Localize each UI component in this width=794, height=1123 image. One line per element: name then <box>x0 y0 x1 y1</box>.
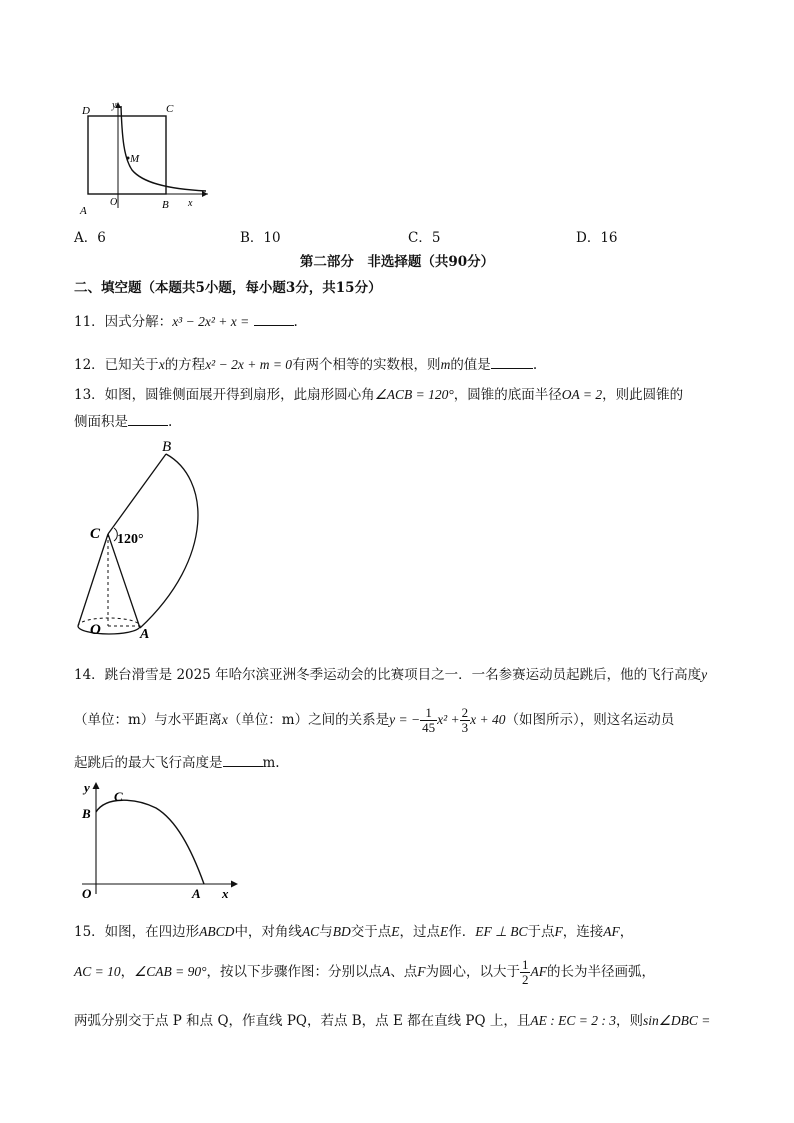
q14-frac1-den: 45 <box>422 720 436 735</box>
q15-t10: ， <box>120 964 135 980</box>
q13-line2 <box>74 410 172 430</box>
q12-var-x: x <box>158 357 165 372</box>
q15-line3 <box>74 1009 710 1029</box>
q15-t2: 中，对角线 <box>234 924 302 940</box>
q14-label-y: y <box>84 780 90 795</box>
q12 <box>74 353 537 373</box>
square-abcd <box>88 116 166 194</box>
q14-label-b: B <box>82 806 91 821</box>
q12-prefix: 12．已知关于 <box>74 357 159 373</box>
q14-eq-mid2: x + 40 <box>470 712 506 727</box>
q15-t16: ，则 <box>615 1013 643 1029</box>
q15-t13: 为圆心，以大于 <box>425 964 520 980</box>
q15-f: F <box>554 924 563 939</box>
label-a: A <box>80 205 87 217</box>
q15-t15: 两弧分别交于点 P 和点 Q，作直线 PQ，若点 B，点 E 都在直线 PQ 上，且 <box>74 1013 531 1029</box>
q15-t4: 交于点 <box>350 924 392 940</box>
q13-text-b: ，圆锥的底面半径 <box>453 387 562 403</box>
q14-text-c: （如图所示），则这名运动员 <box>505 712 675 728</box>
q15-ac10: AC = 10 <box>74 964 121 979</box>
q15-e2: E <box>439 924 449 939</box>
q14-frac2-den: 3 <box>461 720 469 735</box>
q15-line2 <box>74 952 655 992</box>
q12-equation: x² − 2x + m = 0 <box>205 357 293 372</box>
q12-suffix: . <box>532 357 538 373</box>
q14-frac2-num: 2 <box>461 705 469 720</box>
parabola-curve <box>96 800 204 884</box>
q14-eq-left: y = − <box>389 712 421 727</box>
section2-heading: 二、填空题（本题共5小题，每小题3分，共15分） <box>74 280 382 296</box>
q15-ratio: AE : EC = 2 : 3 <box>530 1013 616 1028</box>
q11-prefix: 11．因式分解： <box>74 314 173 330</box>
q13-label-a: A <box>140 627 150 642</box>
q15-af2: AF <box>530 964 547 979</box>
q15-t5: ，过点 <box>399 924 440 940</box>
q14-label-o: O <box>82 886 92 900</box>
q15-t6: 作． <box>448 924 476 940</box>
q15-t8: ，连接 <box>562 924 604 940</box>
q12-mid1: 的方程 <box>164 357 206 373</box>
q14-frac1-num: 1 <box>420 706 437 721</box>
q12-mid2: 有两个相等的实数根，则 <box>292 357 441 373</box>
q14-var-x: x <box>221 712 228 727</box>
q14-eq-mid1: x² + <box>437 712 460 727</box>
q15-t3: 与 <box>319 924 333 940</box>
q15-e: E <box>391 924 400 939</box>
q11-suffix: . <box>293 314 298 330</box>
q10-option-b: B．10 <box>240 230 281 246</box>
q11 <box>74 310 298 330</box>
q14-unit: m. <box>262 755 280 771</box>
q14-var-y: y <box>701 667 708 682</box>
q13-label-o: O <box>90 622 101 638</box>
q14-label-x: x <box>222 886 229 900</box>
q15-t9: ， <box>619 924 634 940</box>
q13-angle: ∠ACB = 120° <box>374 387 454 402</box>
q14-answer-blank <box>223 754 263 767</box>
label-m: M <box>130 153 140 165</box>
q15-ac: AC <box>301 924 320 939</box>
sector-line-cb <box>108 454 166 534</box>
q13-label-b: B <box>162 439 172 455</box>
q13-angle-label: 120° <box>117 532 144 547</box>
q15-t7: 于点 <box>527 924 555 940</box>
q15-t14: 的长为半径画弧， <box>546 964 655 980</box>
label-y: y <box>112 100 117 111</box>
q14-text-b: （单位：m）之间的关系是 <box>227 712 390 728</box>
q11-answer-blank <box>254 313 294 326</box>
q15-pt-a: A <box>381 964 391 979</box>
q14-figure <box>76 778 246 900</box>
q10-figure <box>70 98 220 220</box>
cone-left-edge <box>78 534 108 626</box>
q14-line1-text: 14．跳台滑雪是 2025 年哈尔滨亚洲冬季运动会的比赛项目之一．一名参赛运动员起跳后，他的飞行高度 <box>74 667 702 683</box>
q15-sin: sin∠DBC = <box>642 1013 711 1028</box>
hyperbola-curve <box>121 106 206 191</box>
q13-figure <box>70 438 230 648</box>
q15-line1 <box>74 920 633 940</box>
q15-half-num: 1 <box>521 957 529 972</box>
q10-option-c: C．5 <box>408 230 441 246</box>
q13-line2-text: 侧面积是 <box>74 414 128 430</box>
q13-suffix: . <box>168 414 173 430</box>
q12-mid3: 的值是 <box>450 357 491 373</box>
q15-perp: EF ⊥ BC <box>475 924 528 939</box>
q15-t1: 15．如图，在四边形 <box>74 924 200 940</box>
q14-text-line3: 起跳后的最大飞行高度是 <box>74 755 223 771</box>
q15-t12: 、点 <box>390 964 418 980</box>
q11-expression: x³ − 2x² + x = <box>172 314 250 329</box>
label-o: O <box>110 197 118 208</box>
q15-angle-cab: ∠CAB = 90° <box>134 964 207 979</box>
q15-half-fraction <box>520 958 531 987</box>
label-b: B <box>162 199 169 211</box>
q15-pt-f: F <box>417 964 426 979</box>
q13-radius: OA = 2 <box>561 387 603 402</box>
q10-option-a: A．6 <box>74 230 106 246</box>
q13-text-a: 13．如图，圆锥侧面展开得到扇形，此扇形圆心角 <box>74 387 375 403</box>
q13-text-c: ，则此圆锥的 <box>602 387 684 403</box>
label-x: x <box>188 198 193 209</box>
q15-bd: BD <box>332 924 351 939</box>
q14-fraction-2 <box>460 706 471 735</box>
q14-label-c: C <box>114 789 123 804</box>
cone-right-edge <box>108 534 140 628</box>
q14-line2 <box>74 700 674 740</box>
q12-var-m: m <box>440 357 451 372</box>
q13-answer-blank <box>128 413 168 426</box>
q15-abcd: ABCD <box>199 924 235 939</box>
label-c: C <box>166 103 174 115</box>
q14-fraction-1 <box>420 706 437 735</box>
q14-line1 <box>74 663 707 683</box>
q14-label-a: A <box>192 886 201 900</box>
q13-label-c: C <box>90 526 101 542</box>
label-d: D <box>82 105 90 117</box>
sector-arc <box>140 454 198 628</box>
part2-title: 第二部分 非选择题（共90分） <box>299 254 495 270</box>
q15-af: AF <box>603 924 620 939</box>
q14-text-a: （单位：m）与水平距离 <box>74 712 222 728</box>
q15-t11: ，按以下步骤作图：分别以点 <box>206 964 382 980</box>
q13-line1 <box>74 383 683 403</box>
q14-line3 <box>74 751 280 771</box>
q10-option-d: D．16 <box>576 230 618 246</box>
q15-half-den: 2 <box>521 972 529 987</box>
q12-answer-blank <box>491 356 533 369</box>
